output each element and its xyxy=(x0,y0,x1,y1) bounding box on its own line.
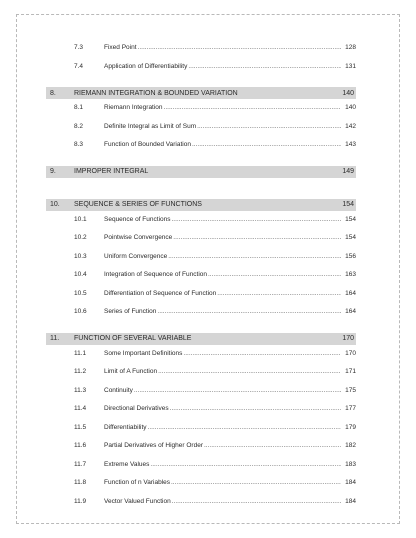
toc-section-row xyxy=(46,141,356,160)
section-page: 164 xyxy=(345,289,356,297)
toc-chapter-row xyxy=(46,199,356,211)
toc-section-row xyxy=(46,216,356,235)
toc-section-row xyxy=(46,442,356,461)
toc-section-row xyxy=(46,123,356,142)
section-number: 11.3 xyxy=(74,386,87,394)
dot-leader xyxy=(172,498,341,505)
dot-leader xyxy=(217,290,341,297)
section-page: 179 xyxy=(345,423,356,431)
dot-leader xyxy=(170,405,341,412)
toc-section-row xyxy=(46,498,356,517)
chapter-page: 149 xyxy=(342,168,354,175)
dot-leader xyxy=(173,234,341,241)
section-number: 11.5 xyxy=(74,423,87,431)
toc-section-row xyxy=(46,308,356,327)
toc-section-row xyxy=(46,479,356,498)
dot-leader xyxy=(188,63,341,70)
toc-chapter-row xyxy=(46,333,356,345)
dot-leader xyxy=(134,387,341,394)
section-page: 143 xyxy=(345,141,356,148)
section-number: 11.9 xyxy=(74,497,87,505)
section-number: 7.3 xyxy=(74,44,84,51)
section-page: 184 xyxy=(345,479,356,486)
section-title: Fixed Point xyxy=(104,44,137,51)
section-page: 184 xyxy=(345,497,356,505)
section-page: 182 xyxy=(345,442,356,449)
toc-section-row xyxy=(46,387,356,406)
section-number: 11.6 xyxy=(74,442,87,449)
chapter-title: IMPROPER INTEGRAL xyxy=(74,168,149,175)
toc-section-row xyxy=(46,253,356,272)
section-number: 10.3 xyxy=(74,252,87,260)
toc-chapter-row xyxy=(46,166,356,178)
chapter-number: 9. xyxy=(50,168,56,175)
section-title: Definite Integral as Limit of Sum xyxy=(104,122,197,130)
section-title: Uniform Convergence xyxy=(104,252,168,260)
dot-leader xyxy=(183,350,341,357)
toc-section-row xyxy=(46,104,356,123)
section-page: 163 xyxy=(345,271,356,278)
toc-section-row xyxy=(46,63,356,82)
chapter-number: 8. xyxy=(50,89,56,97)
chapter-page: 140 xyxy=(342,89,354,97)
section-title: Integration of Sequence of Function xyxy=(104,271,207,278)
dot-leader xyxy=(168,253,341,260)
section-number: 11.7 xyxy=(74,460,87,468)
chapter-number: 10. xyxy=(50,201,60,208)
table-of-contents xyxy=(46,44,356,516)
toc-section-row xyxy=(46,271,356,290)
section-page: 142 xyxy=(345,122,356,130)
dot-leader xyxy=(150,461,341,468)
dot-leader xyxy=(148,424,341,431)
section-page: 164 xyxy=(345,308,356,315)
section-title: Some Important Definitions xyxy=(104,349,183,357)
dot-leader xyxy=(208,271,341,278)
section-number: 8.1 xyxy=(74,104,84,111)
section-number: 10.5 xyxy=(74,289,87,297)
section-title: Extreme Values xyxy=(104,460,150,468)
section-page: 170 xyxy=(345,349,356,357)
section-title: Partial Derivatives of Higher Order xyxy=(104,442,203,449)
toc-section-row xyxy=(46,290,356,309)
toc-section-row xyxy=(46,234,356,253)
section-page: 154 xyxy=(345,234,356,241)
section-page: 177 xyxy=(345,405,356,412)
dot-leader xyxy=(192,141,341,148)
dot-leader xyxy=(172,216,342,223)
section-title: Application of Differentiability xyxy=(104,62,188,70)
section-page: 156 xyxy=(345,252,356,260)
chapter-number: 11. xyxy=(50,335,60,342)
section-page: 154 xyxy=(345,215,356,223)
section-title: Series of Function xyxy=(104,308,157,315)
section-page: 128 xyxy=(345,44,356,51)
toc-section-row xyxy=(46,405,356,424)
section-title: Vector Valued Function xyxy=(104,497,171,505)
chapter-page: 154 xyxy=(342,201,354,208)
chapter-title: FUNCTION OF SEVERAL VARIABLE xyxy=(74,335,192,342)
section-page: 140 xyxy=(345,104,356,111)
toc-section-row xyxy=(46,350,356,369)
dot-leader xyxy=(158,368,341,375)
dot-leader xyxy=(164,104,341,111)
spacer xyxy=(46,183,356,193)
section-title: Directional Derivatives xyxy=(104,405,169,412)
section-title: Differentiation of Sequence of Function xyxy=(104,289,217,297)
section-number: 11.1 xyxy=(74,349,87,357)
dot-leader xyxy=(157,308,341,315)
section-title: Pointwise Convergence xyxy=(104,234,173,241)
section-number: 11.4 xyxy=(74,405,87,412)
section-number: 11.8 xyxy=(74,479,87,486)
section-number: 10.4 xyxy=(74,271,87,278)
section-number: 7.4 xyxy=(74,62,84,70)
section-title: Limit of A Function xyxy=(104,368,158,375)
toc-section-row xyxy=(46,368,356,387)
dot-leader xyxy=(197,123,341,130)
section-number: 10.1 xyxy=(74,215,87,223)
chapter-title: SEQUENCE & SERIES OF FUNCTIONS xyxy=(74,201,202,208)
section-number: 8.3 xyxy=(74,141,84,148)
toc-section-row xyxy=(46,44,356,63)
dot-leader xyxy=(171,479,341,486)
toc-section-row xyxy=(46,424,356,443)
section-number: 10.2 xyxy=(74,234,87,241)
section-number: 11.2 xyxy=(74,368,87,375)
section-title: Function of n Variables xyxy=(104,479,170,486)
section-title: Function of Bounded Variation xyxy=(104,141,191,148)
section-page: 171 xyxy=(345,368,356,375)
section-number: 10.6 xyxy=(74,308,87,315)
dot-leader xyxy=(138,44,341,51)
section-title: Differentiability xyxy=(104,423,147,431)
section-page: 183 xyxy=(345,460,356,468)
chapter-page: 170 xyxy=(342,335,354,342)
section-number: 8.2 xyxy=(74,122,84,130)
section-title: Continuity xyxy=(104,386,133,394)
section-title: Sequence of Functions xyxy=(104,215,171,223)
dot-leader xyxy=(204,442,341,449)
section-page: 175 xyxy=(345,386,356,394)
toc-chapter-row xyxy=(46,87,356,99)
section-title: Riemann Integration xyxy=(104,104,163,111)
toc-section-row xyxy=(46,461,356,480)
section-page: 131 xyxy=(345,62,356,70)
chapter-title: RIEMANN INTEGRATION & BOUNDED VARIATION xyxy=(74,89,238,97)
